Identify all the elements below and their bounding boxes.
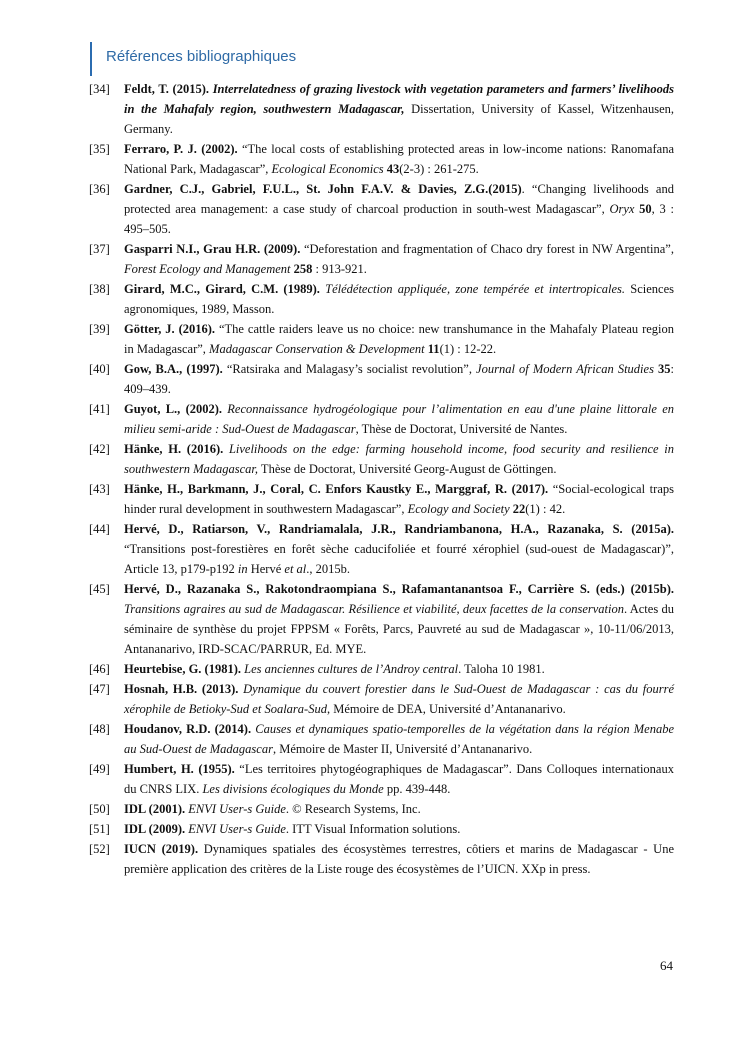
reference-segment: “Les territoires phytogéographiques de Madagascar”. Dans Colloques internationaux du CNRS LIX.: [124, 762, 674, 796]
reference-segment: 50: [639, 202, 652, 216]
reference-number: [39]: [89, 322, 110, 336]
reference-segment: “The cattle raiders leave us no choice: new transhumance in the Mahafaly Plateau region in Madagascar”,: [124, 322, 675, 356]
reference-segment: Hervé, D., Razanaka S., Rakotondraompiana S., Rafamantanantsoa F., Carrière S. (eds.) (2015b).: [124, 582, 674, 596]
reference-segment: IDL (2001).: [124, 802, 186, 816]
reference-segment: “Social-ecological traps hinder rural development in southwestern Madagascar”,: [124, 482, 674, 516]
reference-text: [124, 759, 674, 799]
reference-segment: (2-3) : 261-275.: [399, 162, 479, 176]
reference-segment: . Taloha 10 1981.: [458, 662, 545, 676]
reference-segment: . Actes du séminaire de synthèse du projet FPPSM « Forêts, Parcs, Pauvreté au sud de Madagascar », 10-11/06/2013, Antananarivo, IRD-SCAC/PARRUR, Ed. MYE.: [124, 602, 674, 656]
reference-entry: [89, 839, 674, 879]
reference-segment: Ferraro, P. J. (2002).: [124, 142, 238, 156]
reference-text: [124, 839, 674, 879]
reference-entry: [89, 279, 674, 319]
reference-segment: Gasparri N.I., Grau H.R. (2009).: [124, 242, 301, 256]
reference-segment: “Ratsiraka and Malagasy’s socialist revolution”,: [222, 362, 477, 376]
reference-segment: : 913-921.: [312, 262, 367, 276]
reference-segment: Humbert, H. (1955).: [124, 762, 235, 776]
reference-segment: Dissertation, University of Kassel, Witzenhausen, Germany.: [124, 102, 674, 136]
reference-entry: [89, 719, 674, 759]
reference-entry: [89, 399, 674, 439]
reference-text: [124, 519, 674, 579]
reference-text: [124, 439, 674, 479]
reference-segment: Gow, B.A., (1997).: [124, 362, 223, 376]
reference-entry: [89, 799, 674, 819]
reference-entry: [89, 239, 674, 279]
page-number: 64: [660, 958, 673, 973]
reference-text: [124, 239, 674, 279]
reference-text: [124, 659, 674, 679]
reference-segment: , Thèse de Doctorat, Université de Nantes.: [355, 422, 568, 436]
reference-segment: Hervé, D., Ratiarson, V., Randriamalala, J.R., Randriambanona, H.A., Razanaka, S. (2015a).: [124, 522, 674, 536]
reference-number: [34]: [89, 82, 110, 96]
reference-number: [51]: [89, 822, 110, 836]
reference-segment: Feldt, T. (2015).: [124, 82, 213, 96]
reference-segment: Causes et dynamiques spatio-temporelles de la végétation dans la région Menabe au Sud-Ouest de Madagascar: [124, 722, 674, 756]
reference-number: [41]: [89, 402, 110, 416]
running-header: [90, 42, 296, 76]
reference-number: [48]: [89, 722, 110, 736]
reference-segment: Hänke, H. (2016).: [124, 442, 224, 456]
reference-segment: Interrelatedness of grazing livestock with vegetation parameters and farmers’ livelihoods in the Mahafaly region, southwestern Madagascar,: [124, 82, 674, 116]
reference-segment: Madagascar Conservation & Development: [209, 342, 425, 356]
reference-segment: “The local costs of establishing protected areas in low-income nations: Ranomafana National Park, Madagascar”,: [124, 142, 674, 176]
reference-text: [124, 799, 674, 819]
reference-segment: Gardner, C.J., Gabriel, F.U.L., St. John F.A.V. & Davies, Z.G.(2015): [124, 182, 522, 196]
reference-number: [52]: [89, 842, 110, 856]
reference-number: [43]: [89, 482, 110, 496]
reference-segment: Télédétection appliquée, zone tempérée et intertropicales.: [325, 282, 626, 296]
reference-segment: pp. 439-448.: [383, 782, 451, 796]
reference-text: [124, 359, 674, 399]
reference-number: [47]: [89, 682, 110, 696]
reference-segment: Girard, M.C., Girard, C.M. (1989).: [124, 282, 320, 296]
reference-segment: 35: [658, 362, 671, 376]
reference-entry: [89, 759, 674, 799]
reference-segment: Dynamiques spatiales des écosystèmes terrestres, côtiers et marins de Madagascar - Une première application des critères de la Liste rouge des écosystèmes de l’UICN. XXp in press.: [124, 842, 674, 876]
reference-segment: Les divisions écologiques du Monde: [202, 782, 384, 796]
reference-segment: ., 2015b.: [306, 562, 351, 576]
reference-segment: IDL (2009).: [124, 822, 186, 836]
reference-entry: [89, 319, 674, 359]
reference-segment: Oryx: [609, 202, 635, 216]
header-title: Références bibliographiques: [106, 48, 297, 65]
reference-entry: [89, 519, 674, 579]
reference-segment: , Mémoire de Master II, Université d’Antananarivo.: [272, 742, 533, 756]
reference-segment: (1) : 12-22.: [439, 342, 497, 356]
reference-segment: Sciences agronomiques, 1989, Masson.: [124, 282, 674, 316]
reference-entry: [89, 439, 674, 479]
reference-text: [124, 179, 674, 239]
reference-list: [89, 79, 674, 879]
reference-text: [124, 319, 674, 359]
reference-text: [124, 479, 674, 519]
reference-entry: [89, 579, 674, 659]
reference-segment: Livelihoods on the edge: farming household income, food security and resilience in southwestern Madagascar,: [124, 442, 674, 476]
reference-segment: (1) : 42.: [525, 502, 566, 516]
reference-segment: Journal of Modern African Studies: [476, 362, 654, 376]
reference-segment: Götter, J. (2016).: [124, 322, 216, 336]
reference-entry: [89, 659, 674, 679]
reference-text: [124, 579, 674, 659]
reference-number: [36]: [89, 182, 110, 196]
reference-text: [124, 719, 674, 759]
reference-segment: Ecology and Society: [407, 502, 510, 516]
reference-segment: Heurtebise, G. (1981).: [124, 662, 241, 676]
reference-segment: Forest Ecology and Management: [124, 262, 291, 276]
reference-number: [50]: [89, 802, 110, 816]
reference-segment: Reconnaissance hydrogéologique pour l’alimentation en eau d'une plaine littorale en milieu semi-aride : Sud-Ouest de Madagascar: [124, 402, 674, 436]
reference-text: [124, 679, 674, 719]
reference-text: [124, 79, 674, 139]
reference-segment: IUCN (2019).: [124, 842, 199, 856]
reference-segment: et al: [284, 562, 307, 576]
reference-segment: 11: [427, 342, 440, 356]
reference-segment: , 3 : 495–505.: [124, 202, 674, 236]
reference-text: [124, 819, 674, 839]
reference-segment: Dynamique du couvert forestier dans le Sud-Ouest de Madagascar : cas du fourré xérophile de Betioky-Sud et Soalara-Sud: [124, 682, 674, 716]
reference-entry: [89, 359, 674, 399]
reference-segment: , Mémoire de DEA, Université d’Antananarivo.: [326, 702, 566, 716]
reference-segment: Hänke, H., Barkmann, J., Coral, C. Enfors Kaustky E., Marggraf, R. (2017).: [124, 482, 549, 496]
reference-segment: in: [237, 562, 248, 576]
reference-number: [45]: [89, 582, 110, 596]
reference-segment: Transitions agraires au sud de Madagascar. Résilience et viabilité, deux facettes de la conservation: [124, 602, 624, 616]
reference-segment: Les anciennes cultures de l’Androy central: [244, 662, 459, 676]
reference-segment: 43: [386, 162, 400, 176]
reference-segment: Ecological Economics: [271, 162, 384, 176]
reference-segment: . © Research Systems, Inc.: [285, 802, 421, 816]
reference-segment: “Deforestation and fragmentation of Chaco dry forest in NW Argentina”,: [300, 242, 674, 256]
reference-segment: : 409–439.: [124, 362, 675, 396]
reference-number: [42]: [89, 442, 110, 456]
reference-segment: 258: [293, 262, 313, 276]
reference-segment: Thèse de Doctorat, Université Georg-August de Göttingen.: [258, 462, 557, 476]
reference-entry: [89, 139, 674, 179]
reference-segment: ENVI User-s Guide: [188, 822, 286, 836]
reference-segment: ENVI User-s Guide: [188, 802, 286, 816]
reference-number: [35]: [89, 142, 110, 156]
reference-segment: Hervé: [247, 562, 285, 576]
reference-number: [40]: [89, 362, 110, 376]
reference-entry: [89, 79, 674, 139]
reference-text: [124, 279, 674, 319]
reference-text: [124, 139, 674, 179]
reference-segment: Houdanov, R.D. (2014).: [124, 722, 252, 736]
reference-segment: “Transitions post-forestières en forêt sèche caducifoliée et fourré xérophiel (sud-ouest de Madagascar)”, Article 13, p179-p192: [124, 542, 674, 576]
reference-segment: Hosnah, H.B. (2013).: [124, 682, 239, 696]
reference-segment: Guyot, L., (2002).: [124, 402, 223, 416]
reference-number: [38]: [89, 282, 110, 296]
reference-entry: [89, 179, 674, 239]
reference-number: [49]: [89, 762, 110, 776]
reference-segment: . ITT Visual Information solutions.: [285, 822, 461, 836]
reference-number: [37]: [89, 242, 110, 256]
reference-entry: [89, 479, 674, 519]
reference-number: [44]: [89, 522, 110, 536]
reference-segment: . “Changing livelihoods and protected area management: a case study of charcoal production in south-west Madagascar”,: [124, 182, 674, 216]
reference-entry: [89, 679, 674, 719]
reference-segment: 22: [512, 502, 526, 516]
reference-text: [124, 399, 674, 439]
reference-entry: [89, 819, 674, 839]
reference-number: [46]: [89, 662, 110, 676]
